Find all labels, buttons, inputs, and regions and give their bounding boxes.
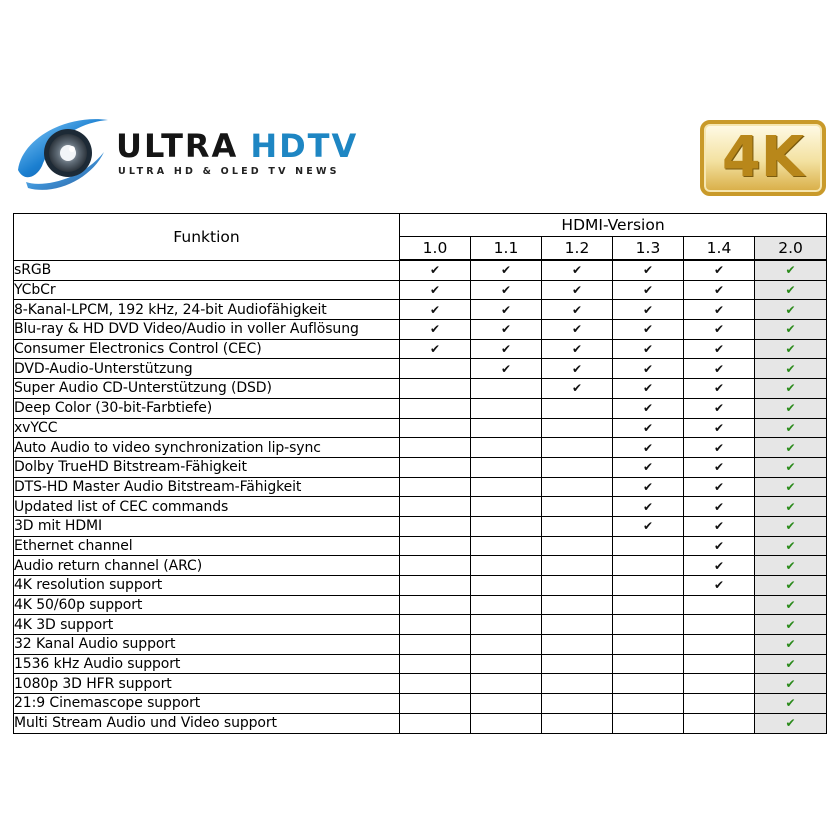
check-icon: ✔ [785, 637, 796, 652]
support-cell-2-0 [755, 457, 827, 477]
check-icon: ✔ [785, 558, 796, 573]
check-icon: ✔ [785, 499, 796, 514]
check-icon: ✔ [642, 519, 654, 534]
check-icon: ✔ [642, 263, 654, 278]
check-icon: ✔ [713, 322, 725, 337]
table-row [14, 674, 827, 694]
check-icon: ✔ [785, 657, 796, 672]
support-cell-1-4 [684, 674, 755, 694]
table-row [14, 300, 827, 320]
support-cell-1-3 [613, 457, 684, 477]
support-cell-1-2 [542, 615, 613, 635]
table-row [14, 280, 827, 300]
table-row [14, 438, 827, 458]
support-cell-1-1 [471, 615, 542, 635]
check-icon: ✔ [713, 283, 725, 298]
feature-label: 1080p 3D HFR support [14, 674, 400, 694]
version-header-1-3: 1.3 [613, 237, 684, 261]
support-cell-1-4 [684, 576, 755, 596]
feature-label: DVD-Audio-Unterstützung [14, 359, 400, 379]
logo-subtitle: ULTRA HD & OLED TV NEWS [118, 166, 340, 177]
support-cell-1-3 [613, 418, 684, 438]
check-icon: ✔ [713, 401, 725, 416]
support-cell-1-1 [471, 536, 542, 556]
check-icon: ✔ [429, 263, 441, 278]
check-icon: ✔ [500, 322, 512, 337]
support-cell-1-3 [613, 713, 684, 733]
support-cell-2-0 [755, 615, 827, 635]
logo-title [116, 127, 359, 165]
support-cell-1-1 [471, 418, 542, 438]
support-cell-1-0 [400, 654, 471, 674]
table-row [14, 477, 827, 497]
support-cell-1-3 [613, 320, 684, 340]
support-cell-1-2 [542, 280, 613, 300]
table-row [14, 359, 827, 379]
check-icon: ✔ [713, 263, 725, 278]
support-cell-1-4 [684, 457, 755, 477]
support-cell-1-0 [400, 516, 471, 536]
support-cell-1-1 [471, 359, 542, 379]
support-cell-1-0 [400, 359, 471, 379]
table-row [14, 615, 827, 635]
support-cell-1-4 [684, 694, 755, 714]
support-cell-1-2 [542, 359, 613, 379]
support-cell-1-0 [400, 497, 471, 517]
support-cell-1-0 [400, 694, 471, 714]
support-cell-1-3 [613, 654, 684, 674]
support-cell-1-1 [471, 260, 542, 280]
support-cell-2-0 [755, 359, 827, 379]
support-cell-2-0 [755, 595, 827, 615]
feature-label: YCbCr [14, 280, 400, 300]
support-cell-1-4 [684, 320, 755, 340]
table-row [14, 339, 827, 359]
check-icon: ✔ [500, 342, 512, 357]
hdmi-feature-table [13, 213, 827, 734]
support-cell-1-1 [471, 694, 542, 714]
support-cell-1-2 [542, 576, 613, 596]
check-icon: ✔ [642, 440, 654, 455]
table-row [14, 457, 827, 477]
support-cell-1-2 [542, 339, 613, 359]
check-icon: ✔ [785, 617, 796, 632]
table-row [14, 260, 827, 280]
support-cell-1-2 [542, 260, 613, 280]
check-icon: ✔ [500, 263, 512, 278]
check-icon: ✔ [571, 322, 583, 337]
support-cell-2-0 [755, 477, 827, 497]
support-cell-1-3 [613, 280, 684, 300]
support-cell-1-4 [684, 635, 755, 655]
4k-badge [700, 120, 826, 196]
support-cell-1-0 [400, 260, 471, 280]
check-icon: ✔ [713, 361, 725, 376]
check-icon: ✔ [642, 283, 654, 298]
support-cell-1-2 [542, 556, 613, 576]
support-cell-1-0 [400, 576, 471, 596]
support-cell-1-0 [400, 595, 471, 615]
support-cell-1-2 [542, 654, 613, 674]
support-cell-1-1 [471, 320, 542, 340]
support-cell-2-0 [755, 379, 827, 399]
logo-title-ultra: ULTRA [116, 127, 239, 165]
support-cell-2-0 [755, 635, 827, 655]
check-icon: ✔ [500, 302, 512, 317]
support-cell-1-2 [542, 635, 613, 655]
support-cell-1-0 [400, 398, 471, 418]
feature-label: Updated list of CEC commands [14, 497, 400, 517]
support-cell-1-1 [471, 595, 542, 615]
support-cell-1-1 [471, 379, 542, 399]
support-cell-1-2 [542, 536, 613, 556]
support-cell-2-0 [755, 694, 827, 714]
support-cell-1-1 [471, 477, 542, 497]
check-icon: ✔ [642, 401, 654, 416]
table-row [14, 320, 827, 340]
check-icon: ✔ [713, 538, 725, 553]
table-row [14, 595, 827, 615]
check-icon: ✔ [785, 420, 796, 435]
support-cell-1-0 [400, 713, 471, 733]
support-cell-2-0 [755, 674, 827, 694]
support-cell-1-1 [471, 576, 542, 596]
check-icon: ✔ [713, 499, 725, 514]
support-cell-2-0 [755, 280, 827, 300]
support-cell-2-0 [755, 576, 827, 596]
feature-label: Dolby TrueHD Bitstream-Fähigkeit [14, 457, 400, 477]
feature-label: Blu-ray & HD DVD Video/Audio in voller Auflösung [14, 320, 400, 340]
support-cell-1-0 [400, 615, 471, 635]
feature-label: Auto Audio to video synchronization lip-sync [14, 438, 400, 458]
version-header-2-0: 2.0 [755, 237, 827, 261]
feature-label: Deep Color (30-bit-Farbtiefe) [14, 398, 400, 418]
feature-label: sRGB [14, 260, 400, 280]
check-icon: ✔ [642, 479, 654, 494]
support-cell-1-3 [613, 615, 684, 635]
check-icon: ✔ [785, 302, 796, 317]
support-cell-1-1 [471, 398, 542, 418]
support-cell-1-2 [542, 674, 613, 694]
support-cell-1-3 [613, 694, 684, 714]
check-icon: ✔ [785, 578, 796, 593]
support-cell-1-4 [684, 300, 755, 320]
support-cell-1-1 [471, 300, 542, 320]
support-cell-1-2 [542, 713, 613, 733]
check-icon: ✔ [642, 420, 654, 435]
support-cell-1-0 [400, 339, 471, 359]
support-cell-1-0 [400, 556, 471, 576]
check-icon: ✔ [429, 283, 441, 298]
support-cell-1-3 [613, 438, 684, 458]
table-row [14, 713, 827, 733]
table-row [14, 536, 827, 556]
support-cell-1-2 [542, 497, 613, 517]
feature-label: 3D mit HDMI [14, 516, 400, 536]
version-header-1-2: 1.2 [542, 237, 613, 261]
support-cell-1-4 [684, 497, 755, 517]
function-column-header: Funktion [14, 214, 400, 261]
support-cell-1-4 [684, 516, 755, 536]
support-cell-1-3 [613, 379, 684, 399]
support-cell-1-4 [684, 359, 755, 379]
support-cell-1-1 [471, 674, 542, 694]
check-icon: ✔ [500, 361, 512, 376]
check-icon: ✔ [785, 716, 796, 731]
version-header-1-4: 1.4 [684, 237, 755, 261]
support-cell-1-0 [400, 457, 471, 477]
feature-label: DTS-HD Master Audio Bitstream-Fähigkeit [14, 477, 400, 497]
support-cell-1-1 [471, 497, 542, 517]
support-cell-1-4 [684, 418, 755, 438]
eye-lens-logo-icon [12, 108, 112, 198]
support-cell-1-3 [613, 576, 684, 596]
support-cell-2-0 [755, 438, 827, 458]
support-cell-1-1 [471, 438, 542, 458]
support-cell-1-3 [613, 300, 684, 320]
version-header-1-1: 1.1 [471, 237, 542, 261]
support-cell-2-0 [755, 516, 827, 536]
table-row [14, 635, 827, 655]
check-icon: ✔ [429, 342, 441, 357]
support-cell-1-2 [542, 595, 613, 615]
support-cell-1-3 [613, 595, 684, 615]
check-icon: ✔ [571, 302, 583, 317]
support-cell-2-0 [755, 320, 827, 340]
feature-label: 21:9 Cinemascope support [14, 694, 400, 714]
table-row [14, 516, 827, 536]
support-cell-1-2 [542, 438, 613, 458]
feature-label: Ethernet channel [14, 536, 400, 556]
check-icon: ✔ [785, 361, 796, 376]
version-header-1-0: 1.0 [400, 237, 471, 261]
check-icon: ✔ [713, 420, 725, 435]
check-icon: ✔ [642, 499, 654, 514]
table-row [14, 379, 827, 399]
support-cell-2-0 [755, 260, 827, 280]
feature-label: xvYCC [14, 418, 400, 438]
check-icon: ✔ [785, 676, 796, 691]
support-cell-1-0 [400, 418, 471, 438]
support-cell-1-2 [542, 477, 613, 497]
check-icon: ✔ [713, 302, 725, 317]
support-cell-1-3 [613, 635, 684, 655]
feature-label: 4K 50/60p support [14, 595, 400, 615]
feature-label: 1536 kHz Audio support [14, 654, 400, 674]
check-icon: ✔ [713, 440, 725, 455]
support-cell-1-2 [542, 516, 613, 536]
feature-label: 32 Kanal Audio support [14, 635, 400, 655]
support-cell-1-0 [400, 280, 471, 300]
check-icon: ✔ [642, 460, 654, 475]
support-cell-1-3 [613, 260, 684, 280]
support-cell-1-1 [471, 339, 542, 359]
logo-title-hdtv: HDTV [250, 127, 359, 165]
support-cell-1-3 [613, 674, 684, 694]
support-cell-1-2 [542, 694, 613, 714]
check-icon: ✔ [713, 381, 725, 396]
support-cell-1-1 [471, 713, 542, 733]
support-cell-1-3 [613, 516, 684, 536]
support-cell-1-3 [613, 398, 684, 418]
feature-label: Multi Stream Audio und Video support [14, 713, 400, 733]
table-row [14, 556, 827, 576]
check-icon: ✔ [785, 696, 796, 711]
support-cell-1-4 [684, 280, 755, 300]
support-cell-1-4 [684, 339, 755, 359]
support-cell-2-0 [755, 339, 827, 359]
check-icon: ✔ [785, 440, 796, 455]
feature-label: Audio return channel (ARC) [14, 556, 400, 576]
check-icon: ✔ [642, 381, 654, 396]
support-cell-1-4 [684, 260, 755, 280]
check-icon: ✔ [785, 263, 796, 278]
check-icon: ✔ [785, 322, 796, 337]
check-icon: ✔ [642, 342, 654, 357]
check-icon: ✔ [713, 558, 725, 573]
support-cell-1-3 [613, 536, 684, 556]
support-cell-1-3 [613, 339, 684, 359]
support-cell-1-1 [471, 654, 542, 674]
support-cell-2-0 [755, 497, 827, 517]
feature-label: 4K 3D support [14, 615, 400, 635]
support-cell-2-0 [755, 536, 827, 556]
feature-label: Consumer Electronics Control (CEC) [14, 339, 400, 359]
support-cell-1-0 [400, 674, 471, 694]
support-cell-1-4 [684, 477, 755, 497]
support-cell-1-2 [542, 398, 613, 418]
check-icon: ✔ [785, 479, 796, 494]
check-icon: ✔ [785, 283, 796, 298]
support-cell-1-3 [613, 477, 684, 497]
support-cell-1-2 [542, 379, 613, 399]
support-cell-1-4 [684, 536, 755, 556]
4k-badge-label: 4K [721, 125, 805, 190]
support-cell-1-4 [684, 713, 755, 733]
check-icon: ✔ [429, 322, 441, 337]
support-cell-1-4 [684, 556, 755, 576]
check-icon: ✔ [785, 401, 796, 416]
check-icon: ✔ [571, 342, 583, 357]
support-cell-1-3 [613, 497, 684, 517]
feature-label: Super Audio CD-Unterstützung (DSD) [14, 379, 400, 399]
ultra-hdtv-logo [12, 108, 382, 198]
support-cell-1-1 [471, 556, 542, 576]
check-icon: ✔ [785, 460, 796, 475]
support-cell-2-0 [755, 300, 827, 320]
support-cell-1-4 [684, 379, 755, 399]
support-cell-1-0 [400, 635, 471, 655]
support-cell-2-0 [755, 556, 827, 576]
check-icon: ✔ [713, 460, 725, 475]
support-cell-1-4 [684, 398, 755, 418]
check-icon: ✔ [713, 519, 725, 534]
check-icon: ✔ [642, 322, 654, 337]
check-icon: ✔ [785, 342, 796, 357]
table-row [14, 576, 827, 596]
check-icon: ✔ [500, 283, 512, 298]
support-cell-1-4 [684, 615, 755, 635]
support-cell-1-0 [400, 477, 471, 497]
check-icon: ✔ [642, 302, 654, 317]
support-cell-1-2 [542, 418, 613, 438]
table-row [14, 654, 827, 674]
check-icon: ✔ [785, 381, 796, 396]
table-row [14, 418, 827, 438]
support-cell-2-0 [755, 398, 827, 418]
check-icon: ✔ [713, 479, 725, 494]
table-row [14, 694, 827, 714]
support-cell-1-2 [542, 457, 613, 477]
feature-rows [14, 260, 827, 733]
check-icon: ✔ [571, 381, 583, 396]
support-cell-1-3 [613, 556, 684, 576]
check-icon: ✔ [713, 578, 725, 593]
support-cell-1-1 [471, 280, 542, 300]
support-cell-1-2 [542, 300, 613, 320]
check-icon: ✔ [429, 302, 441, 317]
check-icon: ✔ [571, 283, 583, 298]
check-icon: ✔ [642, 361, 654, 376]
feature-label: 8-Kanal-LPCM, 192 kHz, 24-bit Audiofähigkeit [14, 300, 400, 320]
feature-label: 4K resolution support [14, 576, 400, 596]
support-cell-1-0 [400, 438, 471, 458]
support-cell-1-0 [400, 320, 471, 340]
hdmi-version-header: HDMI-Version [400, 214, 827, 237]
support-cell-1-1 [471, 457, 542, 477]
support-cell-1-4 [684, 654, 755, 674]
support-cell-1-4 [684, 595, 755, 615]
support-cell-1-4 [684, 438, 755, 458]
table-row [14, 398, 827, 418]
check-icon: ✔ [571, 263, 583, 278]
check-icon: ✔ [571, 361, 583, 376]
support-cell-1-2 [542, 320, 613, 340]
table-row [14, 497, 827, 517]
check-icon: ✔ [713, 342, 725, 357]
check-icon: ✔ [785, 519, 796, 534]
check-icon: ✔ [785, 598, 796, 613]
support-cell-1-1 [471, 635, 542, 655]
support-cell-1-0 [400, 536, 471, 556]
support-cell-1-0 [400, 300, 471, 320]
support-cell-2-0 [755, 713, 827, 733]
support-cell-1-1 [471, 516, 542, 536]
support-cell-1-3 [613, 359, 684, 379]
support-cell-2-0 [755, 654, 827, 674]
check-icon: ✔ [785, 538, 796, 553]
support-cell-1-0 [400, 379, 471, 399]
support-cell-2-0 [755, 418, 827, 438]
